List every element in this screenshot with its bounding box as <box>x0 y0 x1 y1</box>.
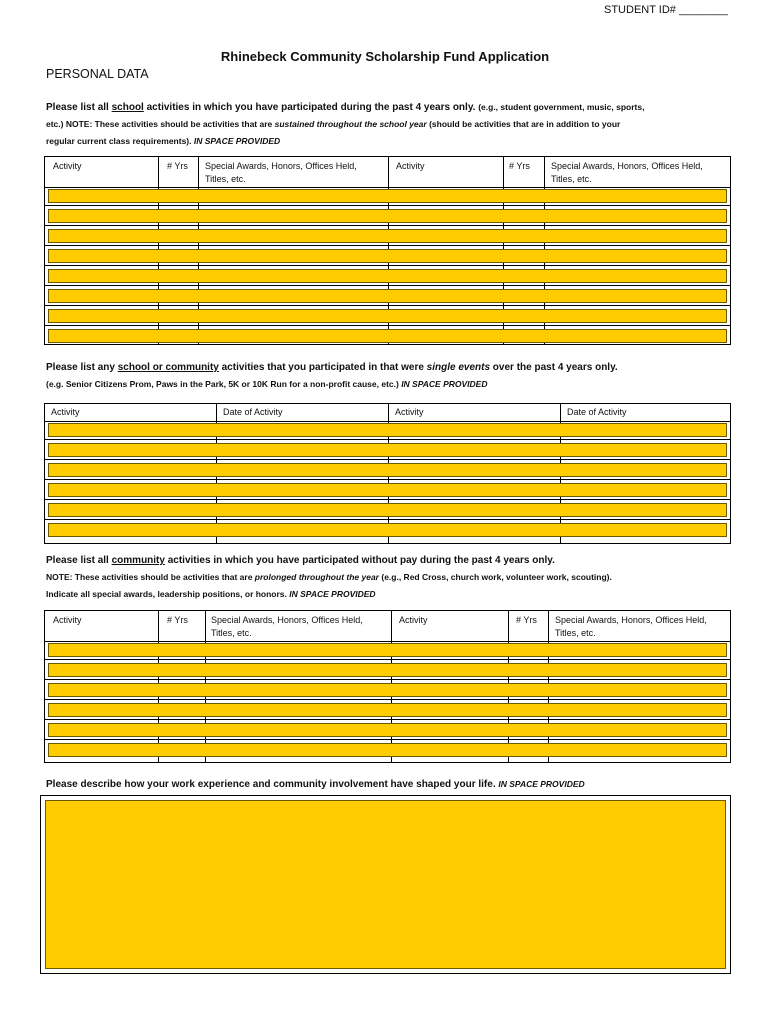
col-awards: Special Awards, Honors, Offices Held, Titles, etc. <box>211 615 363 638</box>
input-field[interactable] <box>48 503 727 517</box>
input-field[interactable] <box>48 309 727 323</box>
table-row[interactable] <box>45 481 730 500</box>
table-row[interactable] <box>45 247 730 266</box>
essay-box <box>40 795 731 974</box>
table-row[interactable] <box>45 287 730 306</box>
table-row[interactable] <box>45 721 730 740</box>
table-row[interactable] <box>45 207 730 226</box>
col-years: # Yrs <box>167 615 188 625</box>
input-field[interactable] <box>48 523 727 537</box>
col-awards: Special Awards, Honors, Offices Held, Titles, etc. <box>205 161 357 184</box>
table-row[interactable] <box>45 267 730 286</box>
input-field[interactable] <box>48 249 727 263</box>
student-id: STUDENT ID# ________ <box>604 4 728 16</box>
table-row[interactable] <box>45 227 730 246</box>
input-field[interactable] <box>48 683 727 697</box>
single-events-table <box>44 403 731 544</box>
table-row[interactable] <box>45 661 730 680</box>
table-row[interactable] <box>45 187 730 206</box>
table-row[interactable] <box>45 327 730 345</box>
table-row[interactable] <box>45 521 730 539</box>
col-activity: Activity <box>53 615 82 625</box>
input-field[interactable] <box>48 743 727 757</box>
table-row[interactable] <box>45 641 730 660</box>
single-events-instructions: Please list any school or community activities that you participated in that were single events over the past 4 years only. (e.g. Senior Citizens Prom, Paws in the Park, 5K or 10K Run for a non-profit cause, etc.) IN SPACE PROVIDED <box>46 362 618 389</box>
col-years: # Yrs <box>167 161 188 171</box>
section-title: PERSONAL DATA <box>46 67 149 81</box>
col-date-2: Date of Activity <box>567 407 627 417</box>
input-field[interactable] <box>48 483 727 497</box>
input-field[interactable] <box>48 289 727 303</box>
col-date: Date of Activity <box>223 407 283 417</box>
col-activity-2: Activity <box>395 407 424 417</box>
input-field[interactable] <box>48 643 727 657</box>
table-row[interactable] <box>45 461 730 480</box>
col-awards-2: Special Awards, Honors, Offices Held, Titles, etc. <box>555 615 707 638</box>
page-title: Rhinebeck Community Scholarship Fund Application <box>220 49 550 64</box>
school-activities-instructions: Please list all school activities in which you have participated during the past 4 years only. (e.g., student government, music, sports, etc.) NOTE: These activities should be activities that are sustained throughout the school year (should be activities that are in addition to your regular current class requirements). IN SPACE PROVIDED <box>46 102 645 146</box>
input-field[interactable] <box>48 423 727 437</box>
input-field[interactable] <box>48 663 727 677</box>
input-field[interactable] <box>48 209 727 223</box>
table-row[interactable] <box>45 741 730 759</box>
col-activity-2: Activity <box>396 161 425 171</box>
col-activity: Activity <box>53 161 82 171</box>
table-header <box>45 611 730 642</box>
school-activities-table <box>44 156 731 345</box>
input-field[interactable] <box>48 229 727 243</box>
essay-textarea[interactable] <box>45 800 726 969</box>
input-field[interactable] <box>48 189 727 203</box>
col-awards-2: Special Awards, Honors, Offices Held, Titles, etc. <box>551 161 703 184</box>
input-field[interactable] <box>48 723 727 737</box>
col-activity-2: Activity <box>399 615 428 625</box>
input-field[interactable] <box>48 329 727 343</box>
col-years-2: # Yrs <box>509 161 530 171</box>
col-years-2: # Yrs <box>516 615 537 625</box>
input-field[interactable] <box>48 443 727 457</box>
table-row[interactable] <box>45 307 730 326</box>
community-activities-table <box>44 610 731 763</box>
input-field[interactable] <box>48 703 727 717</box>
table-row[interactable] <box>45 701 730 720</box>
table-row[interactable] <box>45 421 730 440</box>
col-activity: Activity <box>51 407 80 417</box>
input-field[interactable] <box>48 463 727 477</box>
table-row[interactable] <box>45 501 730 520</box>
table-row[interactable] <box>45 441 730 460</box>
essay-prompt: Please describe how your work experience and community involvement have shaped your life. IN SPACE PROVIDED <box>46 779 585 790</box>
community-activities-instructions: Please list all community activities in which you have participated without pay during the past 4 years only. NOTE: These activities should be activities that are prolonged throughout the year (e.g., Red Cross, church work, volunteer work, scouting). Indicate all special awards, leadership positions, or honors. IN SPACE PROVIDED <box>46 555 612 599</box>
input-field[interactable] <box>48 269 727 283</box>
table-row[interactable] <box>45 681 730 700</box>
